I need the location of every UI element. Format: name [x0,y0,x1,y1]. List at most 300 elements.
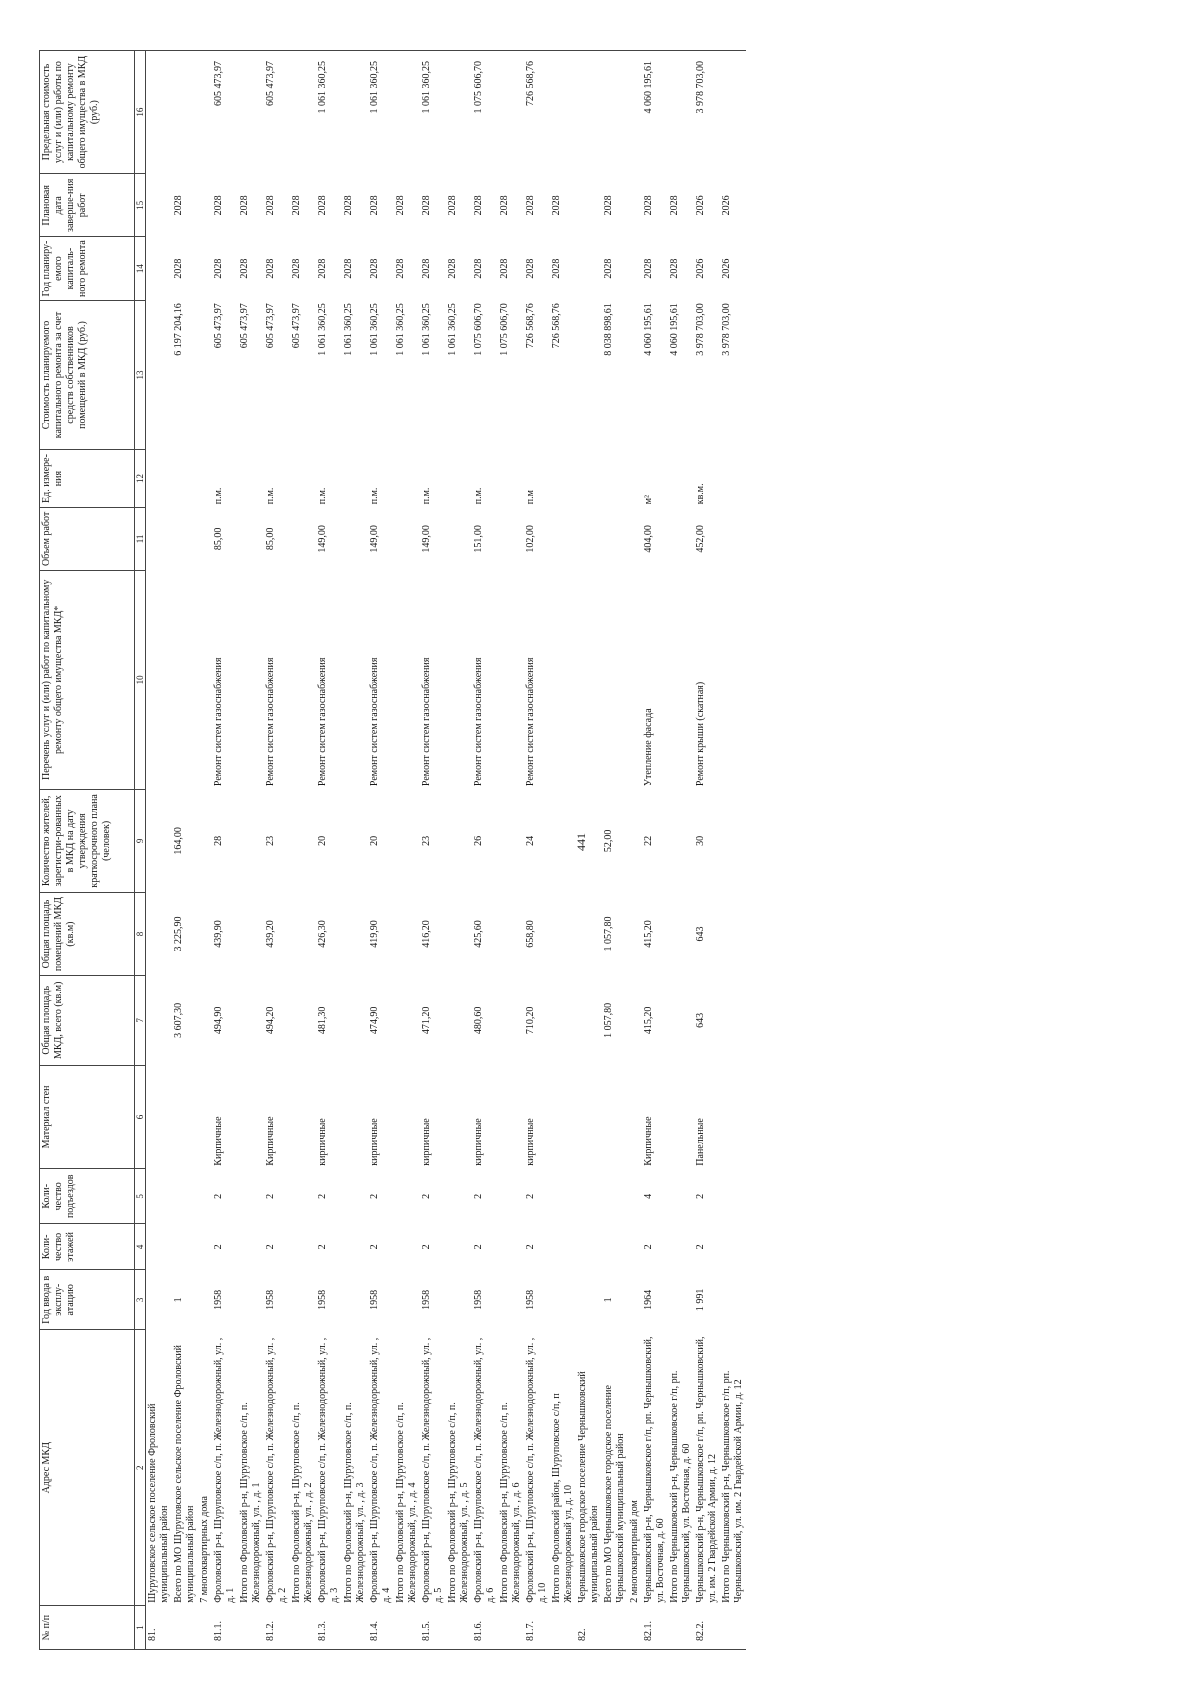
table-cell: 81.1. [212,1606,238,1650]
table-cell: Итого по Фроловский р-н, Шуруповское с/п, п. Железнодорожный, ул. , д. 6 [499,1402,522,1603]
table-cell [720,975,746,1065]
table-cell: Итого по Фроловский р-н, Шуруповское с/п, п. Железнодорожный, ул. , д. 5 [447,1402,470,1603]
table-cell: п.м [525,490,536,505]
table-cell [342,893,368,976]
table-cell [198,300,212,450]
table-cell [576,51,602,174]
table-cell: 643 [695,926,706,942]
table-cell: 2028 [343,195,354,216]
table-cell [576,1169,602,1224]
table-cell: п.м. [473,487,484,505]
column-number: 12 [135,450,146,508]
table-cell: 2028 [369,258,380,279]
table-cell [238,450,264,508]
table-cell: Итого по Фроловский р-н, Шуруповское с/п, п. Железнодорожный, ул. , д. 2 [291,1402,314,1603]
table-cell [342,1270,368,1330]
column-number: 7 [135,975,146,1065]
table-cell: 2 многоквартирный дом [629,1500,640,1603]
table-cell: 30 [695,835,706,846]
table-cell: Итого по Фроловский район, Шуруповское с/п, п Железнодорожный ул, д. 10 [551,1393,574,1603]
table-cell: 3 978 703,00 [695,303,706,356]
table-cell [290,51,316,174]
table-cell: 20 [369,835,380,846]
table-cell [394,1606,420,1650]
table-cell [498,1606,524,1650]
table-cell [446,1169,472,1224]
table-cell: 2026 [695,195,706,216]
table-cell: Итого по Фроловский р-н, Шуруповское с/п, п. Железнодорожный, ул. , д. 1 [239,1402,262,1603]
table-cell: 439,20 [265,920,276,948]
table-cell [446,1270,472,1330]
table-cell: п.м. [213,487,224,505]
table-cell: Чернышковский р-н, Чернышковское г/п, рп. Чернышковский, ул. им. 2 Гвардейской Армии, д. 12 [695,1336,718,1603]
column-header: Плановая дата заверше-ния работ [40,174,135,237]
table-row [472,51,498,1650]
table-cell [446,893,472,976]
table-cell: 726 568,76 [551,303,562,349]
table-cell [172,450,198,508]
table-cell: 85,00 [213,527,224,551]
table-cell: 2028 [643,258,654,279]
table-cell: Ремонт систем газоснабжения [213,657,224,787]
header-row [40,51,135,1650]
table-cell: Ремонт систем газоснабжения [421,657,432,787]
table-cell: Итого по Чернышковский р-н, Чернышковское г/п, рп. Чернышковский, ул. им. 2 Гвардейской Армии, д. 12 [721,1370,744,1603]
column-header: Стоимость планируемого капитального ремонта за счет средств собственников помещений в МКД (руб.) [40,300,135,450]
table-row [342,51,368,1650]
table-cell [550,571,576,790]
table-cell [342,789,368,893]
table-cell [290,789,316,893]
table-cell: 2028 [317,195,328,216]
table-cell [576,507,602,570]
table-cell [576,893,602,976]
table-cell: 2 [695,1244,706,1250]
table-cell: 82.1. [642,1606,668,1650]
column-number: 8 [135,893,146,976]
table-cell: 2028 [669,258,680,279]
table-cell [498,507,524,570]
table-cell [498,1065,524,1169]
table-cell: 4 060 195,61 [669,303,680,356]
table-cell: 1958 [369,1289,380,1310]
table-cell: 3 978 703,00 [721,303,732,356]
table-cell [550,507,576,570]
table-cell [198,789,212,893]
table-cell [146,450,173,508]
table-cell [394,450,420,508]
table-cell: 452,00 [695,525,706,553]
table-cell: 1 [603,1297,614,1303]
table-cell [628,1606,642,1650]
table-cell [498,1270,524,1330]
table-cell [394,1224,420,1270]
table-cell [576,975,602,1065]
table-cell: Утепление фасада [643,708,654,787]
table-cell: 81.7. [524,1606,550,1650]
table-cell [550,975,576,1065]
column-header: Перечень услуг и (или) работ по капитальному ремонту общего имущества МКД* [40,571,135,790]
table-cell: 52,00 [603,829,614,853]
table-cell: Ремонт систем газоснабжения [317,657,328,787]
table-cell [720,51,746,174]
table-cell [342,1169,368,1224]
table-cell: 2028 [447,258,458,279]
table-cell [446,789,472,893]
table-row [198,51,212,1650]
table-cell [720,893,746,976]
table-cell [602,450,628,508]
table-cell: 81.2. [264,1606,290,1650]
table-cell: 3 607,30 [173,1002,184,1038]
rotated-page [39,50,1139,1650]
table-cell: 1958 [421,1289,432,1310]
table-cell [498,893,524,976]
table-row [576,51,602,1650]
table-cell [446,975,472,1065]
table-cell [290,1270,316,1330]
table-cell [720,507,746,570]
table-cell: 2028 [291,258,302,279]
table-cell [394,1169,420,1224]
table-cell: 1 061 360,25 [369,303,380,356]
table-cell: 2 [421,1193,432,1199]
table-cell [394,789,420,893]
table-cell: 1958 [213,1289,224,1310]
table-cell [198,1270,212,1330]
column-header: Количество жителей, зарегистри-рованных в МКД на дату утверждения краткосрочного плана (человек) [40,789,135,893]
table-cell: 1958 [473,1289,484,1310]
table-cell [238,893,264,976]
table-cell: 2026 [695,258,706,279]
table-cell [628,51,642,174]
table-cell: 1 [173,1297,184,1303]
table-cell: Ремонт крыши (скатная) [695,681,706,787]
column-number: 10 [135,571,146,790]
table-cell [628,1270,642,1330]
column-number: 5 [135,1169,146,1224]
table-cell: кв.м. [695,483,706,505]
table-cell [576,1270,602,1330]
table-cell [342,571,368,790]
column-header: Общая площадь помещений МКД (кв.м) [40,893,135,976]
table-cell [146,893,173,976]
table-cell: Шуруповское сельское поселение Фроловский муниципальный район [147,1403,170,1603]
table-cell: Кирпичные [643,1116,654,1166]
table-cell [668,507,694,570]
table-cell: 2028 [343,258,354,279]
table-row [316,51,342,1650]
table-cell: 605 473,97 [264,51,290,174]
table-cell: 2 [369,1244,380,1250]
table-cell [668,1270,694,1330]
table-cell: Ремонт систем газоснабжения [265,657,276,787]
table-cell [394,1270,420,1330]
table-row [238,51,264,1650]
table-cell [198,975,212,1065]
table-cell [668,450,694,508]
column-number: 3 [135,1270,146,1330]
table-cell: кирпичные [473,1118,484,1166]
table-cell [576,789,602,893]
column-number: 15 [135,174,146,237]
table-row [628,51,642,1650]
table-cell: 474,90 [369,1006,380,1035]
table-cell: 2 [525,1244,536,1250]
table-cell [668,789,694,893]
table-cell [172,1606,198,1650]
table-row [668,51,694,1650]
table-cell [238,1270,264,1330]
table-cell [238,1065,264,1169]
column-header: Адрес МКД [40,1330,135,1606]
table-cell: кирпичные [317,1118,328,1166]
table-cell: 2026 [721,258,732,279]
table-cell [550,51,576,174]
table-cell: 2028 [291,195,302,216]
table-cell [446,1606,472,1650]
table-cell [602,1169,628,1224]
table-cell: 643 [695,1012,706,1028]
table-cell: 2028 [395,258,406,279]
table-cell: 494,90 [213,1006,224,1035]
table-cell [550,450,576,508]
table-cell [550,1270,576,1330]
table-cell: 2028 [447,195,458,216]
table-cell: 2028 [213,258,224,279]
column-header: Объем работ [40,507,135,570]
table-cell: 1 061 360,25 [316,51,342,174]
table-cell [146,571,173,790]
table-cell: 2026 [721,195,732,216]
table-row [642,51,668,1650]
table-cell: 81.3. [316,1606,342,1650]
column-number-row [135,51,146,1650]
table-cell [720,450,746,508]
table-cell [602,1606,628,1650]
table-row [694,51,720,1650]
table-cell: 164,00 [173,827,184,855]
table-cell [628,893,642,976]
table-cell [290,975,316,1065]
table-cell: 2 [317,1244,328,1250]
table-cell: 2 [317,1193,328,1199]
table-cell [628,571,642,790]
table-cell: 2 [421,1244,432,1250]
table-cell: 1 075 606,70 [499,303,510,356]
table-cell [446,51,472,174]
table-cell: 2 [265,1244,276,1250]
table-cell: 81. [146,1606,173,1650]
table-cell: 2028 [603,195,614,216]
table-cell: 4 060 195,61 [642,51,668,174]
table-cell: 425,60 [473,920,484,948]
table-cell [576,300,602,450]
table-cell: 2 [473,1244,484,1250]
table-cell [238,1224,264,1270]
table-cell [172,1169,198,1224]
table-cell [238,571,264,790]
table-cell [342,1606,368,1650]
table-cell [628,1169,642,1224]
table-cell [576,174,602,237]
table-cell: 151,00 [473,525,484,553]
table-cell [550,893,576,976]
table-cell: 2028 [525,195,536,216]
table-cell: 605 473,97 [212,51,238,174]
repair-plan-table [39,50,746,1650]
table-cell: Ремонт систем газоснабжения [525,657,536,787]
table-cell: 416,20 [421,920,432,948]
table-cell [720,1065,746,1169]
table-cell [720,571,746,790]
table-cell [394,51,420,174]
table-row [264,51,290,1650]
table-cell [342,975,368,1065]
table-cell: Фроловский р-н, Шуруповское с/п, п. Железнодорожный, ул. , д. 4 [369,1337,392,1603]
table-cell: 2 [643,1244,654,1250]
table-cell [198,450,212,508]
table-cell [238,789,264,893]
column-number: 4 [135,1224,146,1270]
table-cell: п.м. [265,487,276,505]
table-cell [720,1169,746,1224]
table-cell: 23 [265,835,276,846]
table-cell [628,789,642,893]
table-cell: 1964 [643,1289,654,1310]
table-cell: кирпичные [369,1118,380,1166]
table-cell: 2028 [643,195,654,216]
table-row [446,51,472,1650]
table-cell: 726 568,76 [524,51,550,174]
table-cell: 1 991 [695,1288,706,1312]
table-cell: 1 061 360,25 [343,303,354,356]
table-cell [628,237,642,300]
table-cell: 415,20 [643,920,654,948]
table-cell [198,237,212,300]
table-cell: 2 [369,1193,380,1199]
table-cell [668,51,694,174]
table-cell [290,571,316,790]
table-cell: 481,30 [317,1006,328,1035]
column-number: 11 [135,507,146,570]
table-cell: 2028 [603,258,614,279]
table-cell: 4 060 195,61 [643,303,654,356]
table-cell [498,1224,524,1270]
table-cell [628,300,642,450]
table-cell: 8 038 898,61 [603,303,614,356]
table-cell [550,1065,576,1169]
column-header: Год ввода в эксплу-атацию [40,1270,135,1330]
column-header: Коли-чество этажей [40,1224,135,1270]
table-cell [146,1270,173,1330]
table-cell: 1958 [525,1289,536,1310]
table-cell [668,1065,694,1169]
column-number: 13 [135,300,146,450]
table-cell [498,450,524,508]
table-cell: Кирпичные [213,1116,224,1166]
page-number: 441 [574,833,588,851]
table-cell: Ремонт систем газоснабжения [369,657,380,787]
table-cell [238,975,264,1065]
table-cell: Ремонт систем газоснабжения [473,657,484,787]
table-cell: Итого по Чернышковский р-н, Чернышковское г/п, рп. Чернышковский, ул. Восточная, д. 60 [669,1370,692,1603]
table-cell: 1 061 360,25 [421,303,432,356]
table-cell: 149,00 [421,525,432,553]
table-cell: 81.6. [472,1606,498,1650]
table-cell: 605 473,97 [265,303,276,349]
table-cell: Фроловский р-н, Шуруповское с/п, п. Железнодорожный, ул. , д. 5 [421,1337,444,1603]
table-cell [668,893,694,976]
table-cell: 439,90 [213,920,224,948]
table-cell: 1 075 606,70 [473,303,484,356]
table-cell [146,1224,173,1270]
table-cell [576,571,602,790]
table-cell [394,975,420,1065]
table-cell: 81.4. [368,1606,394,1650]
table-cell: 81.5. [420,1606,446,1650]
table-cell [668,1606,694,1650]
table-cell [668,571,694,790]
table-cell [238,1169,264,1224]
table-cell [342,51,368,174]
table-cell [146,174,173,237]
table-cell: 2028 [473,258,484,279]
table-cell [628,174,642,237]
table-cell [172,1065,198,1169]
table-cell: 85,00 [265,527,276,551]
table-cell: 2 [213,1193,224,1199]
table-cell [198,1169,212,1224]
table-cell: кирпичные [421,1118,432,1166]
table-cell [290,450,316,508]
table-cell: Фроловский р-н, Шуруповское с/п, п. Железнодорожный, ул. , д. 2 [265,1337,288,1603]
table-cell [146,975,173,1065]
table-row [146,51,173,1650]
table-cell: Фроловский р-н, Шуруповское с/п, п. Железнодорожный, ул. , д. 10 [525,1337,548,1603]
table-cell [446,507,472,570]
table-cell: п.м. [317,487,328,505]
table-cell: 2028 [173,195,184,216]
table-cell: 2028 [239,195,250,216]
table-cell: 22 [643,835,654,846]
table-cell [146,237,173,300]
table-row [420,51,446,1650]
table-cell: 2028 [525,258,536,279]
table-cell [172,571,198,790]
table-cell: Фроловский р-н, Шуруповское с/п, п. Железнодорожный, ул. , д. 3 [317,1337,340,1603]
table-cell [576,1065,602,1169]
table-cell: 726 568,76 [525,303,536,349]
column-header: Коли-чество подъездов [40,1169,135,1224]
table-cell [238,1606,264,1650]
table-cell [238,51,264,174]
column-header: Материал стен [40,1065,135,1169]
table-cell [550,1606,576,1650]
column-header: Год планиру-емого капиталь-ного ремонта [40,237,135,300]
table-cell [498,51,524,174]
table-cell: 1958 [317,1289,328,1310]
table-cell: 419,90 [369,920,380,948]
table-cell: м² [643,494,654,505]
table-cell: 1 061 360,25 [447,303,458,356]
table-cell: 2028 [551,195,562,216]
table-header [40,51,146,1650]
table-cell [550,1169,576,1224]
table-cell: 2028 [395,195,406,216]
table-row [290,51,316,1650]
table-cell: 658,80 [525,920,536,948]
